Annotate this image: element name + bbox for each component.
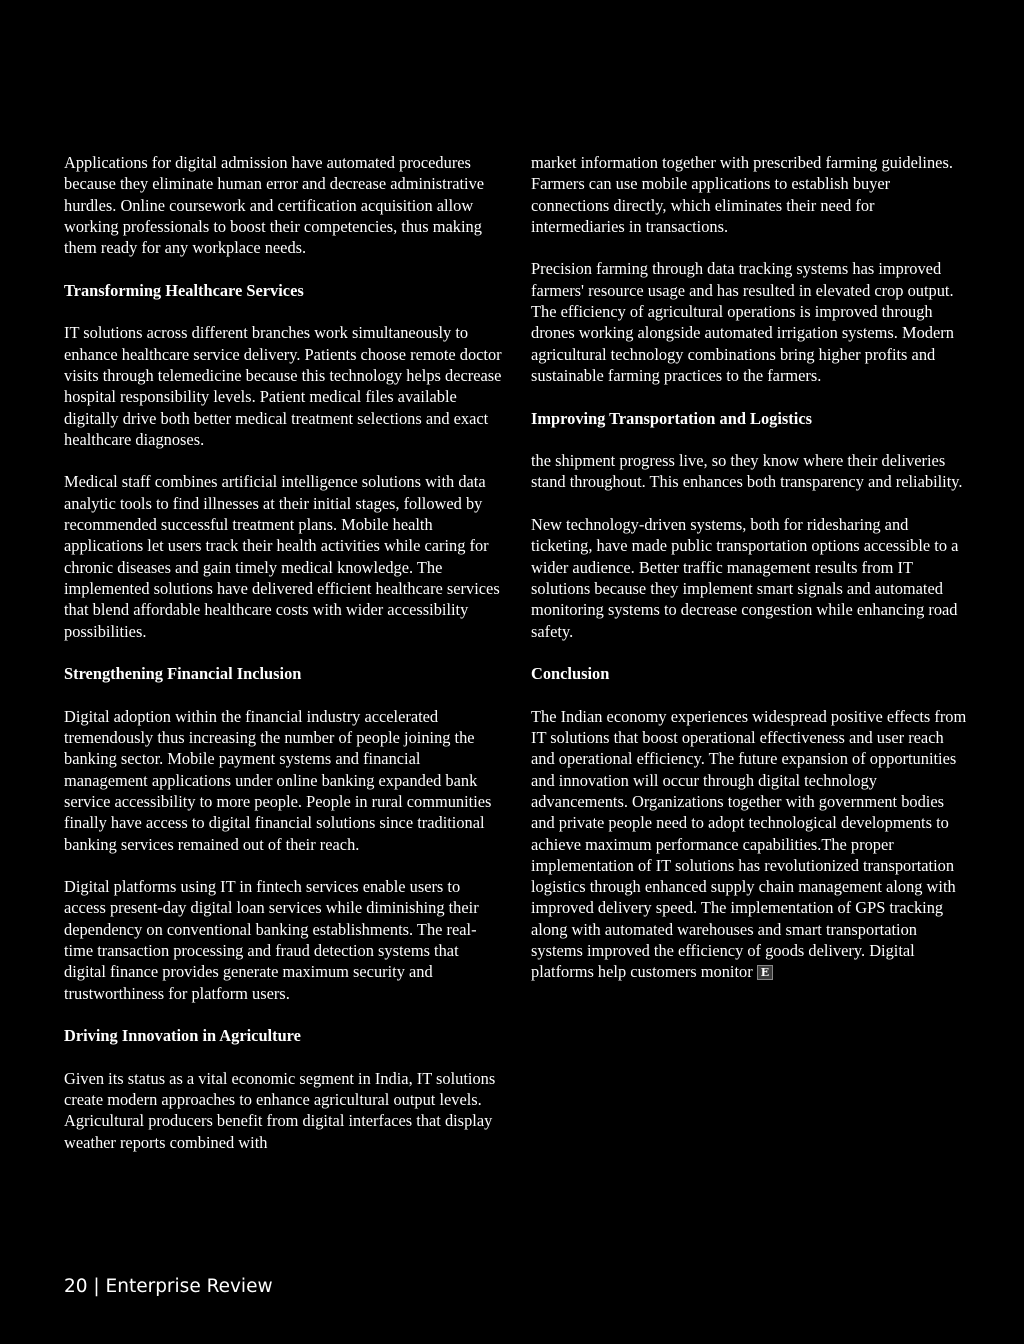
paragraph-ridesharing: New technology-driven systems, both for ridesharing and ticketing, have made public transportation options accessible to a wider audience. Better traffic management results from IT solutions because they implement smart signals and automated monitoring systems to decrease congestion while enhancing road safety.: [531, 515, 959, 641]
heading-transportation: Improving Transportation and Logistics: [531, 408, 812, 428]
paragraph-conclusion: [531, 706, 971, 983]
paragraph-healthcare-delivery: IT solutions across different branches work simultaneously to enhance healthcare service delivery. Patients choose remote doctor visits through telemedicine because this technology helps decrease hospital responsibility levels. Patient medical files available digitally drive both better medical treatment selections and exact healthcare diagnoses.: [64, 323, 502, 449]
paragraph-medical-ai: Medical staff combines artificial intelligence solutions with data analytic tools to find illnesses at their initial stages, followed by recommended successful treatment plans. Mobile health applications let users track their health activities while caring for chronic diseases and gain timely medical knowledge. The implemented solutions have delivered efficient healthcare services that blend affordable healthcare costs with wider accessibility possibilities.: [64, 472, 500, 641]
paragraph-market-information: market information together with prescribed farming guidelines. Farmers can use mobile applications to establish buyer connections directly, which eliminates their need for intermediaries in transactions.: [531, 153, 953, 236]
heading-agriculture: Driving Innovation in Agriculture: [64, 1026, 301, 1046]
paragraph-fintech: Digital platforms using IT in fintech services enable users to access present-day digital loan services while diminishing their dependency on conventional banking establishments. The real-time transaction processing and fraud detection systems that digital finance provides generate maximum security and trustworthiness for platform users.: [64, 877, 479, 1003]
heading-financial-inclusion: Strengthening Financial Inclusion: [64, 664, 302, 684]
left-column: [64, 152, 504, 1174]
heading-conclusion: Conclusion: [531, 664, 610, 684]
end-of-article-icon: E: [757, 965, 773, 980]
paragraph-digital-banking: Digital adoption within the financial industry accelerated tremendously thus increasing the number of people joining the banking sector. Mobile payment systems and financial management applications under online banking expanded bank service accessibility to more people. People in rural communities finally have access to digital financial solutions since traditional banking services remained out of their reach.: [64, 706, 492, 854]
paragraph-precision-farming: Precision farming through data tracking systems has improved farmers' resource usage and has resulted in elevated crop output. The efficiency of agricultural operations is improved through drones working alongside automated irrigation systems. Modern agricultural technology combinations bring higher profits and sustainable farming practices to the farmers.: [531, 259, 954, 385]
paragraph-agriculture-intro: Given its status as a vital economic segment in India, IT solutions create modern approaches to enhance agricultural output levels. Agricultural producers benefit from digital interfaces that display weather reports combined with: [64, 1068, 496, 1152]
conclusion-text: The Indian economy experiences widespread positive effects from IT solutions that boost operational effectiveness and user reach and operational efficiency. The future expansion of opportunities and innovation will occur through digital technology advancements. Organizations together with government bodies and private people need to adopt technological developments to achieve maximum performance capabilities.The proper implementation of IT solutions has revolutionized transportation logistics through enhanced supply chain management along with improved delivery speed. The implementation of GPS tracking along with automated warehouses and smart transportation systems improved the efficiency of goods delivery. Digital platforms help customers monitor: [531, 706, 967, 982]
right-column: [531, 152, 971, 1004]
page-footer: 20 | Enterprise Review: [64, 1276, 273, 1297]
paragraph-digital-admission: Applications for digital admission have automated procedures because they eliminate human error and decrease administrative hurdles. Online coursework and certification acquisition allow working professionals to boost their competencies, thus making them ready for any workplace needs.: [64, 153, 485, 258]
paragraph-shipment-progress: the shipment progress live, so they know where their deliveries stand throughout. This enhances both transparency and reliability.: [531, 451, 963, 492]
heading-healthcare: Transforming Healthcare Services: [64, 280, 304, 300]
